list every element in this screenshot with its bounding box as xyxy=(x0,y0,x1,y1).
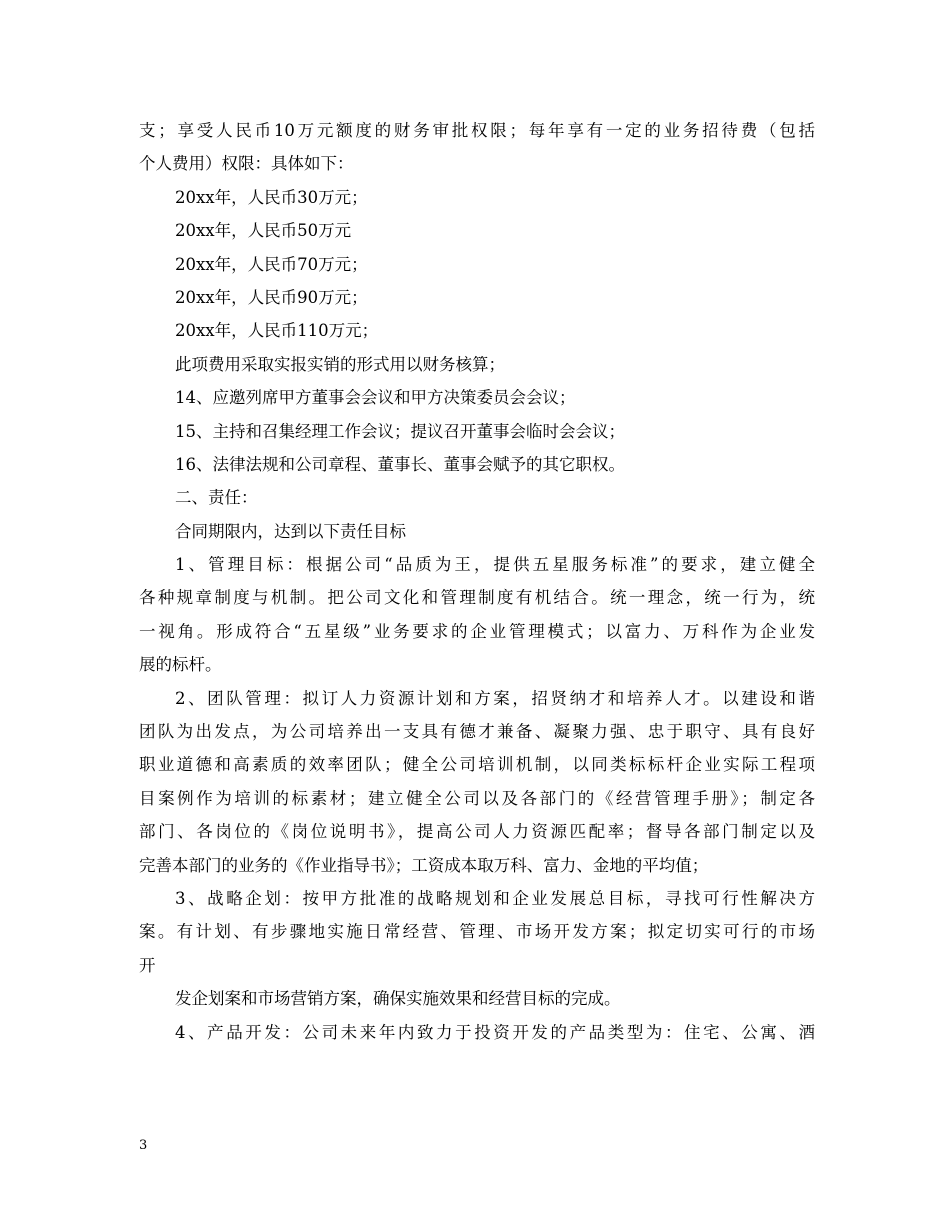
text-line: 展的标杆。 xyxy=(139,655,222,675)
text-line: 20xx年，人民币110万元； xyxy=(175,321,379,341)
text-line: 部门、各岗位的《岗位说明书》，提高公司人力资源匹配率；督导各部门制定以及 xyxy=(139,822,815,842)
text-line: 16、法律法规和公司章程、董事长、董事会赋予的其它职权。 xyxy=(175,454,625,474)
text-line: 合同期限内，达到以下责任目标 xyxy=(175,521,406,541)
text-line: 职业道德和高素质的效率团队；健全公司培训机制，以同类标标杆企业实际工程项 xyxy=(139,755,815,775)
section-heading: 二、责任： xyxy=(175,488,258,508)
text-line: 一视角。形成符合“五星级”业务要求的企业管理模式；以富力、万科作为企业发 xyxy=(139,621,815,641)
text-line: 个人费用）权限：具体如下： xyxy=(139,154,354,174)
text-line: 2、团队管理：拟订人力资源计划和方案，招贤纳才和培养人才。以建设和谐 xyxy=(175,688,815,708)
text-line: 3、战略企划：按甲方批准的战略规划和企业发展总目标，寻找可行性解决方 xyxy=(175,888,815,908)
text-line: 20xx年，人民币50万元 xyxy=(175,221,352,241)
text-line: 案。有计划、有步骤地实施日常经营、管理、市场开发方案；拟定切实可行的市场 xyxy=(139,922,815,942)
text-line: 开 xyxy=(139,955,156,975)
text-line: 1、管理目标：根据公司“品质为王，提供五星服务标准”的要求，建立健全 xyxy=(175,555,815,575)
text-line: 各种规章制度与机制。把公司文化和管理制度有机结合。统一理念，统一行为，统 xyxy=(139,588,815,608)
text-line: 20xx年，人民币70万元； xyxy=(175,254,368,274)
text-line: 此项费用采取实报实销的形式用以财务核算； xyxy=(175,354,505,374)
page-number: 3 xyxy=(139,1138,148,1153)
text-line: 支；享受人民币10万元额度的财务审批权限；每年享有一定的业务招待费（包括 xyxy=(139,121,815,140)
text-line: 15、主持和召集经理工作会议；提议召开董事会临时会会议； xyxy=(175,421,625,441)
body-text xyxy=(139,114,815,1049)
text-line: 14、应邀列席甲方董事会会议和甲方决策委员会会议； xyxy=(175,388,576,408)
text-line: 20xx年，人民币90万元； xyxy=(175,287,368,307)
text-line: 4、产品开发：公司未来年内致力于投资开发的产品类型为：住宅、公寓、酒 xyxy=(175,1022,815,1042)
text-line: 完善本部门的业务的《作业指导书》；工资成本取万科、富力、金地的平均值； xyxy=(139,855,709,875)
text-line: 20xx年，人民币30万元； xyxy=(175,187,368,207)
text-line: 团队为出发点，为公司培养出一支具有德才兼备、凝聚力强、忠于职守、具有良好 xyxy=(139,722,815,742)
text-line: 发企划案和市场营销方案，确保实施效果和经营目标的完成。 xyxy=(175,989,621,1009)
text-line: 目案例作为培训的标素材；建立健全公司以及各部门的《经营管理手册》；制定各 xyxy=(139,788,815,808)
